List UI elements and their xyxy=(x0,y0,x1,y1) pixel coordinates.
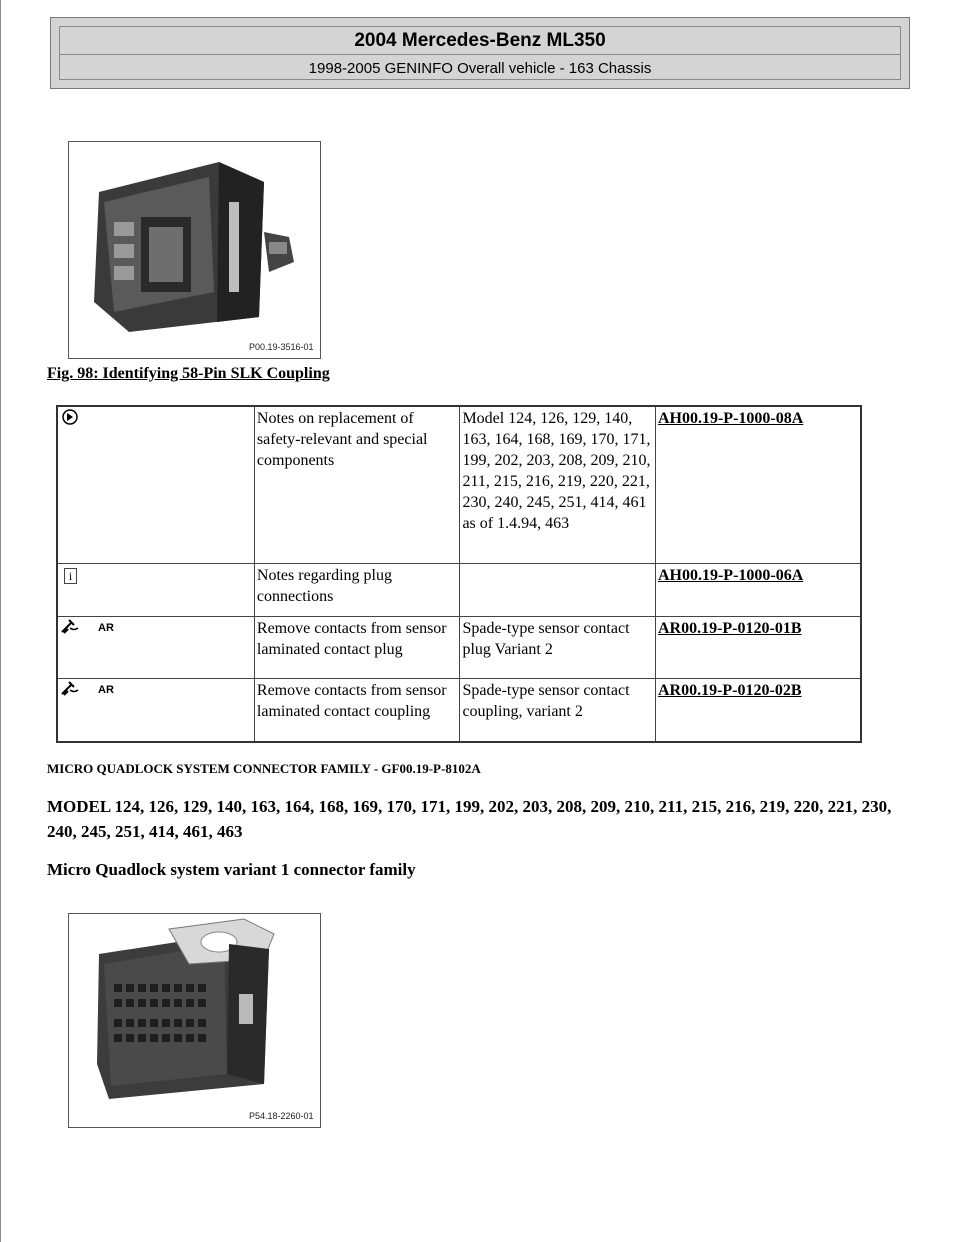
info-circle-icon xyxy=(60,408,80,432)
table-row xyxy=(57,678,861,742)
section-heading: MICRO QUADLOCK SYSTEM CONNECTOR FAMILY - GF00.19-P-8102A xyxy=(47,761,481,776)
table-row xyxy=(57,616,861,678)
figure-code: P00.19-3516-01 xyxy=(249,342,314,352)
row-icon-cell xyxy=(57,678,254,742)
row-icon-cell xyxy=(57,563,254,616)
table-row xyxy=(57,406,861,563)
row-icon-cell xyxy=(57,616,254,678)
figure-caption: Fig. 98: Identifying 58-Pin SLK Coupling xyxy=(47,365,330,382)
row-description: Notes on replacement of safety-relevant and special components xyxy=(254,406,460,563)
variant-title: Micro Quadlock system variant 1 connector family xyxy=(47,860,416,879)
figure-micro-quadlock xyxy=(68,913,321,1128)
wrench-ar-icon xyxy=(60,680,94,704)
document-title: 2004 Mercedes-Benz ML350 xyxy=(354,30,606,51)
figure-code: P54.18-2260-01 xyxy=(249,1111,314,1121)
row-applicability xyxy=(460,563,656,616)
info-box-icon: i xyxy=(64,568,77,584)
page-header xyxy=(50,17,910,89)
row-description: Remove contacts from sensor laminated contact plug xyxy=(254,616,460,678)
row-reference-link[interactable]: AH00.19-P-1000-06A xyxy=(655,563,861,616)
row-applicability: Spade-type sensor contact coupling, variant 2 xyxy=(460,678,656,742)
row-reference-link[interactable]: AH00.19-P-1000-08A xyxy=(655,406,861,563)
connector-illustration xyxy=(69,142,320,358)
row-description: Notes regarding plug connections xyxy=(254,563,460,616)
model-list: MODEL 124, 126, 129, 140, 163, 164, 168, 169, 170, 171, 199, 202, 203, 208, 209, 210, 211, 215, 216, 219, 220, 221, 230, 240, 245, 251, 414, 461, 463 xyxy=(47,797,892,841)
wrench-ar-label: AR xyxy=(98,621,114,634)
table-row xyxy=(57,563,861,616)
row-description: Remove contacts from sensor laminated contact coupling xyxy=(254,678,460,742)
row-applicability: Model 124, 126, 129, 140, 163, 164, 168, 169, 170, 171, 199, 202, 203, 208, 209, 210, 211, 215, 216, 219, 220, 221, 230, 240, 245, 251, 414, 461 as of 1.4.94, 463 xyxy=(460,406,656,563)
document-subtitle: 1998-2005 GENINFO Overall vehicle - 163 Chassis xyxy=(308,60,652,77)
connector-illustration xyxy=(69,914,320,1127)
row-reference-link[interactable]: AR00.19-P-0120-02B xyxy=(655,678,861,742)
row-reference-link[interactable]: AR00.19-P-0120-01B xyxy=(655,616,861,678)
page-left-border xyxy=(0,0,1,1242)
row-icon-cell xyxy=(57,406,254,563)
figure-slk-coupling xyxy=(68,141,321,359)
row-applicability: Spade-type sensor contact plug Variant 2 xyxy=(460,616,656,678)
wrench-ar-icon xyxy=(60,618,94,642)
wrench-ar-label: AR xyxy=(98,683,114,696)
notes-table xyxy=(56,405,862,743)
